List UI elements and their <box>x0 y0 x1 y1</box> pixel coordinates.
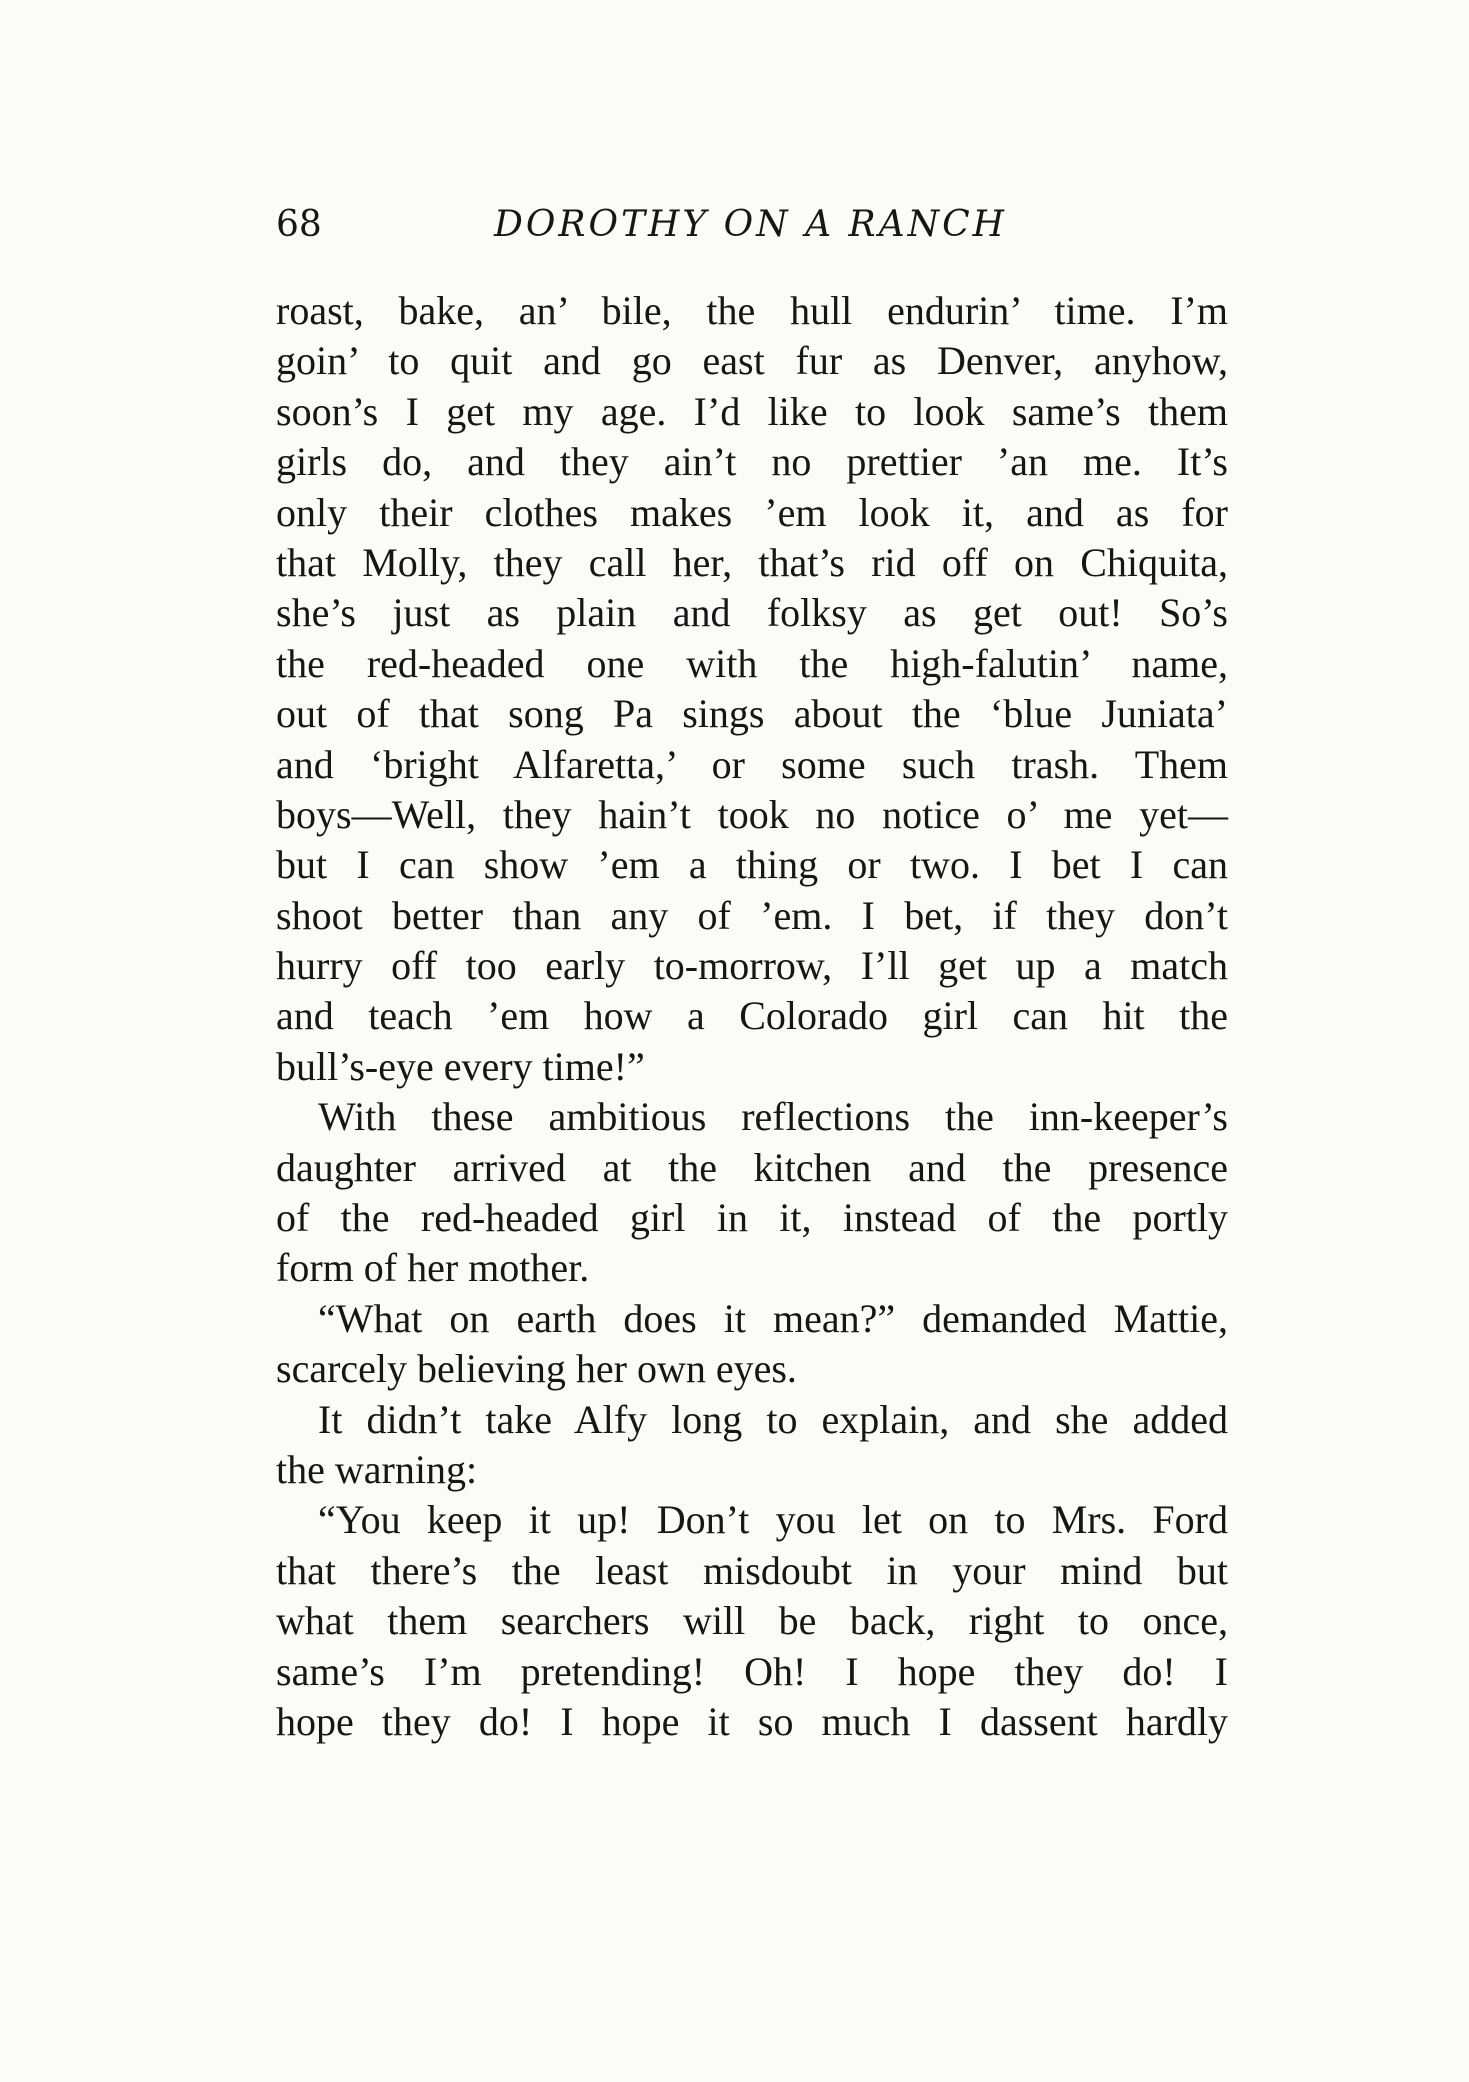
text-line: “What on earth does it mean?” demanded Mattie, <box>318 1295 1228 1341</box>
text-line: but I can show ’em a thing or two. I bet I can <box>276 842 1228 888</box>
text-line: and teach ’em how a Colorado girl can hit the <box>276 993 1228 1039</box>
text-line: scarcely believing her own eyes. <box>276 1346 797 1392</box>
text-line: goin’ to quit and go east fur as Denver, anyhow, <box>276 338 1228 384</box>
text-line: that there’s the least misdoubt in your mind but <box>276 1547 1228 1593</box>
text-line: that Molly, they call her, that’s rid off on Chiquita, <box>276 539 1228 585</box>
text-line: hurry off too early to-morrow, I’ll get up a match <box>276 943 1228 989</box>
text-line: It didn’t take Alfy long to explain, and she added <box>318 1396 1228 1442</box>
text-line: girls do, and they ain’t no prettier ’an me. It’s <box>276 439 1228 485</box>
page-number: 68 <box>276 204 322 245</box>
text-line: bull’s-eye every time!” <box>276 1043 645 1089</box>
text-line: roast, bake, an’ bile, the hull endurin’ time. I’m <box>276 288 1228 333</box>
paragraph-3 <box>276 1294 1228 1395</box>
text-line: same’s I’m pretending! Oh! I hope they do! I <box>276 1648 1228 1694</box>
paragraph-5 <box>276 1495 1228 1747</box>
text-line: boys—Well, they hain’t took no notice o’ me yet— <box>276 791 1228 837</box>
paragraph-2 <box>276 1092 1228 1294</box>
text-line: and ‘bright Alfaretta,’ or some such trash. Them <box>276 741 1228 787</box>
text-line: the red-headed one with the high-falutin’ name, <box>276 640 1228 686</box>
running-head <box>276 200 1228 250</box>
text-line: With these ambitious reflections the inn-keeper’s <box>318 1094 1228 1140</box>
text-line: out of that song Pa sings about the ‘blue Juniata’ <box>276 691 1228 737</box>
running-title: DOROTHY ON A RANCH <box>494 204 1008 245</box>
text-line: form of her mother. <box>276 1245 590 1291</box>
text-line: hope they do! I hope it so much I dassent hardly <box>276 1698 1228 1744</box>
text-line: she’s just as plain and folksy as get out! So’s <box>276 590 1228 636</box>
text-line: “You keep it up! Don’t you let on to Mrs. Ford <box>318 1497 1228 1543</box>
text-line: of the red-headed girl in it, instead of the portly <box>276 1195 1228 1241</box>
paragraph-1 <box>276 286 1228 1092</box>
text-line: soon’s I get my age. I’d like to look same’s them <box>276 388 1228 434</box>
text-line: what them searchers will be back, right to once, <box>276 1598 1228 1644</box>
paragraph-4 <box>276 1395 1228 1496</box>
text-line: daughter arrived at the kitchen and the presence <box>276 1144 1228 1190</box>
text-line: only their clothes makes ’em look it, and as for <box>276 489 1228 535</box>
text-line: the warning: <box>276 1446 478 1492</box>
body-text <box>276 286 1228 1747</box>
text-line: shoot better than any of ’em. I bet, if they don’t <box>276 892 1228 938</box>
